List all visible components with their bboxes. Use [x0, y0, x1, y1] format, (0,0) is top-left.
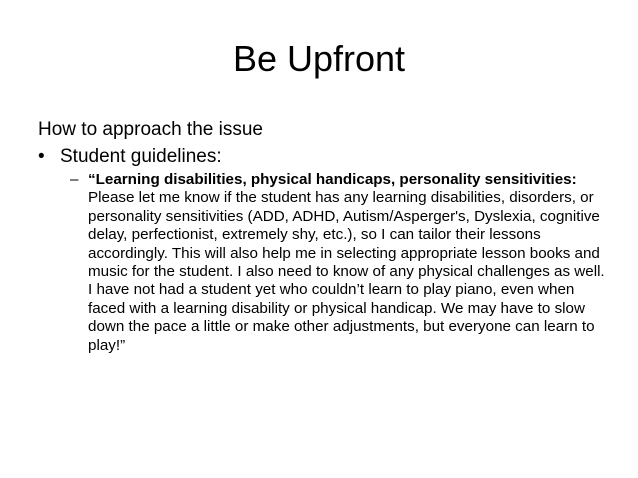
- sub-bullet-marker: –: [70, 171, 79, 188]
- slide-subtitle: How to approach the issue: [38, 119, 263, 140]
- bullet-text: Student guidelines:: [60, 146, 222, 167]
- bullet-marker: •: [38, 146, 45, 167]
- bullet-item: [38, 145, 222, 169]
- sub-bullet-quote: [88, 171, 610, 355]
- quote-bold-heading: “Learning disabilities, physical handicaps, personality sensitivities:: [88, 171, 577, 188]
- quote-body: Please let me know if the student has any learning disabilities, disorders, or personality sensitivities (ADD, ADHD, Autism/Asperger's, Dyslexia, cognitive delay, perfectionist, extremely shy, etc.), so I can tailor their lessons accordingly. This will also help me in selecting appropriate lesson books and music for the student. I also need to know of any physical challenges as well. I have not had a student yet who couldn’t learn to play piano, even when faced with a learning disability or physical handicap. We may have to slow down the pace a little or make other adjustments, but everyone can learn to play!”: [88, 189, 605, 354]
- slide-title: Be Upfront: [232, 38, 406, 79]
- sub-bullet-item: [70, 171, 610, 355]
